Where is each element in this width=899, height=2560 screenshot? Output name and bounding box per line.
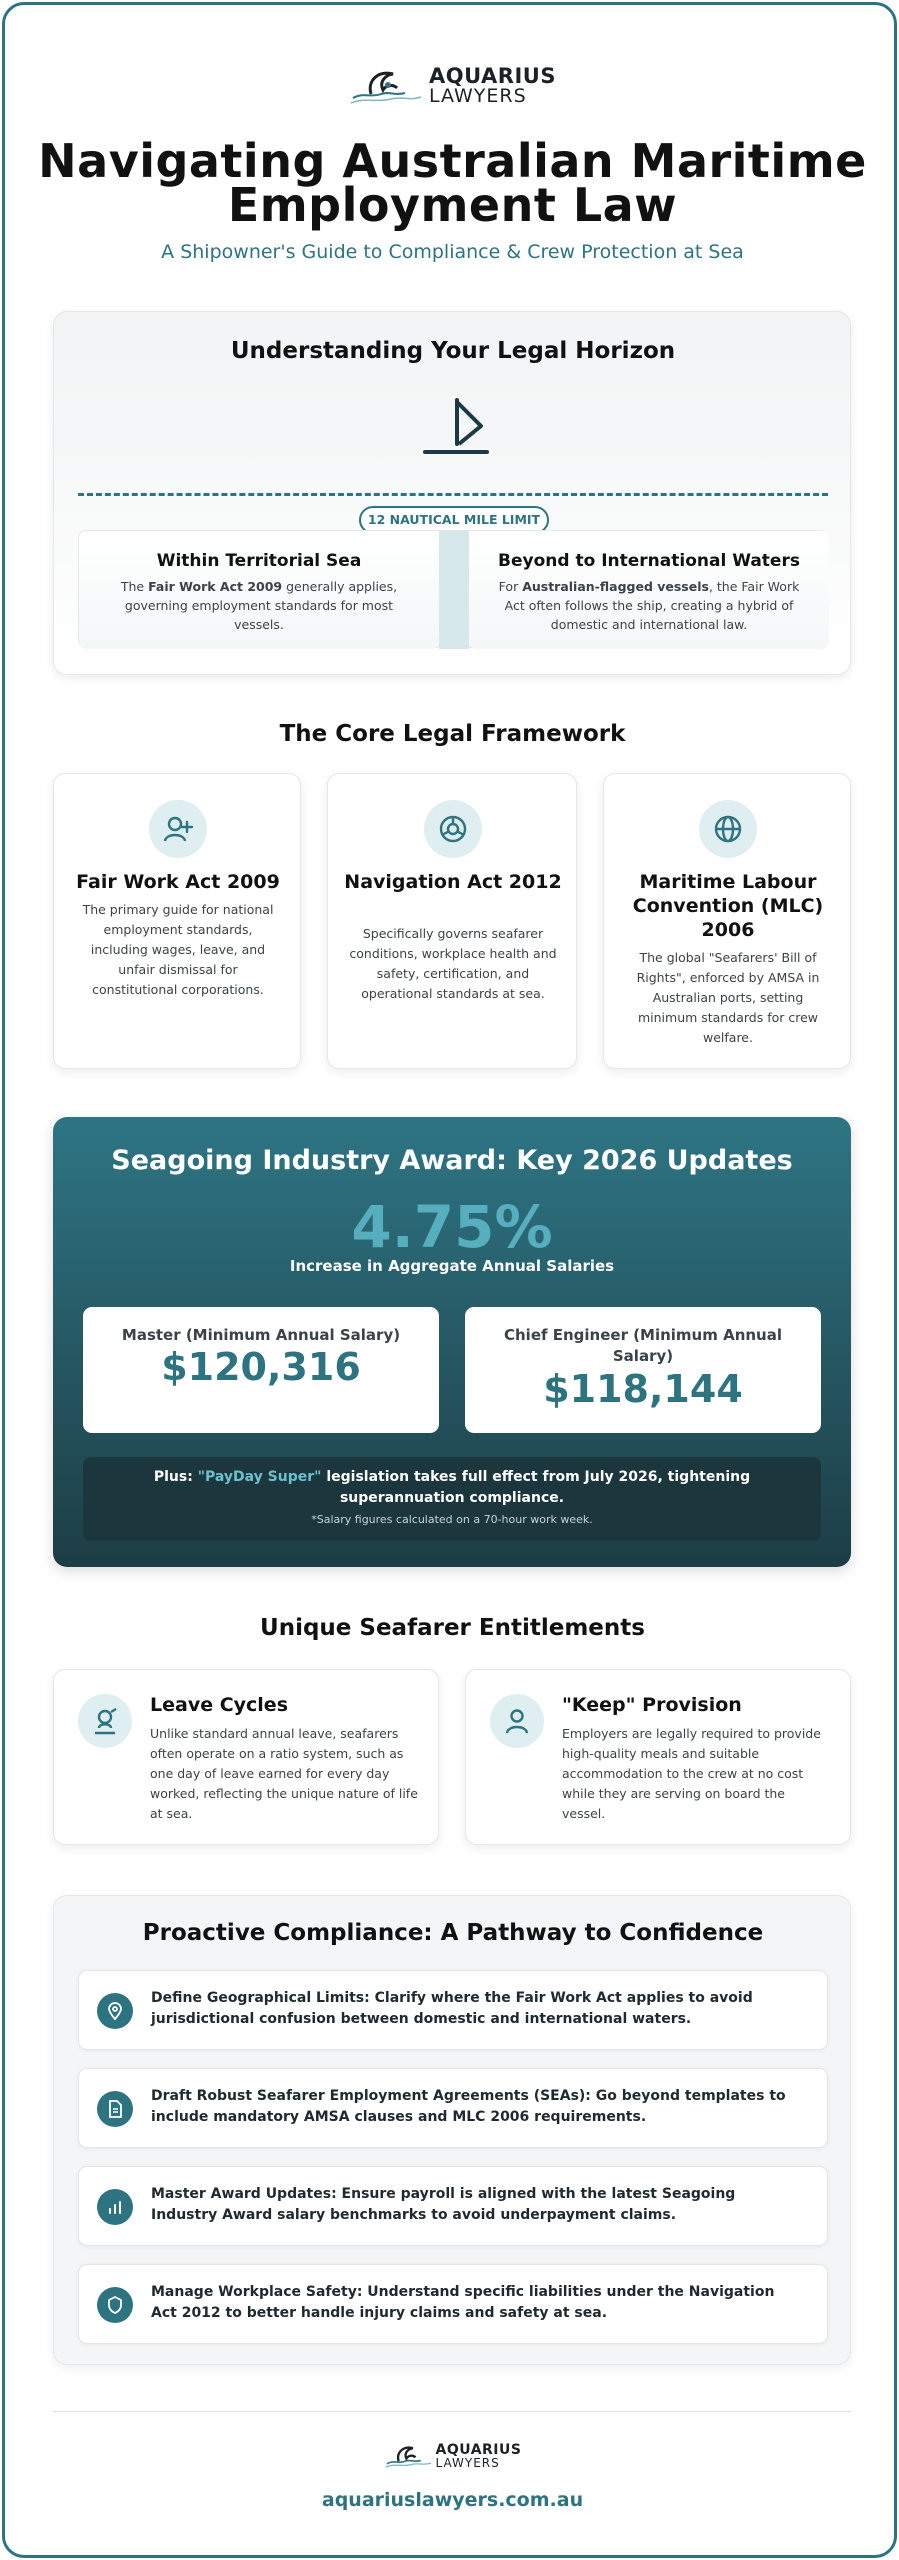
- award-title: Seagoing Industry Award: Key 2026 Updates: [111, 1145, 793, 1176]
- compliance-step: [78, 1970, 828, 2050]
- salary-footnote: *Salary figures calculated on a 70-hour work week.: [311, 1513, 593, 1526]
- compliance-title: Proactive Compliance: A Pathway to Confidence: [142, 1920, 764, 1946]
- header-logo: [5, 63, 897, 109]
- framework-card-title: Maritime Labour Convention (MLC) 2006: [632, 871, 824, 941]
- map-pin-icon: [97, 1993, 133, 2029]
- zone-territorial-text-pre: The: [120, 579, 149, 594]
- page-title-line-1: Navigating Australian Maritime: [38, 134, 867, 188]
- page-title-line-2: Employment Law: [227, 178, 678, 232]
- entitlement-text: Employers are legally required to provide high-quality meals and suitable accommodation to the crew at no cost while they are serving on board the vessel.: [562, 1726, 821, 1821]
- zone-international-text-bold: Australian-flagged vessels: [522, 579, 709, 594]
- chief-engineer-salary-box: [465, 1307, 821, 1433]
- zones-container: [78, 530, 828, 648]
- entitlement-text: Unlike standard annual leave, seafarers often operate on a ratio system, such as one day of leave earned for every day worked, reflecting the unique nature of life at sea.: [150, 1726, 418, 1821]
- nautical-limit-label: 12 NAUTICAL MILE LIMIT: [359, 506, 549, 534]
- zone-territorial-text: [99, 577, 419, 634]
- page-title: [5, 134, 897, 232]
- zone-territorial-text-bold: Fair Work Act 2009: [148, 579, 283, 594]
- footer-website-link[interactable]: aquariuslawyers.com.au: [321, 2489, 584, 2511]
- page-frame: [2, 2, 897, 2558]
- entitlement-card-keep: [465, 1669, 851, 1845]
- framework-title: The Core Legal Framework: [279, 721, 626, 747]
- person-icon: [490, 1694, 544, 1748]
- globe-icon: [699, 800, 757, 858]
- award-panel: [53, 1117, 851, 1567]
- payday-super-text: [103, 1467, 801, 1509]
- framework-card-navigation-act: [327, 773, 577, 1069]
- zone-territorial-text-post: generally applies, governing employment standards for most vessels.: [124, 579, 398, 632]
- wave-logo-icon: [384, 2443, 434, 2469]
- framework-card-text: Specifically governs seafarer conditions, workplace health and safety, certification, and operational standards at sea.: [349, 926, 557, 1001]
- compliance-section: [53, 1895, 851, 2365]
- footer-logo: [5, 2441, 897, 2471]
- zone-divider: [439, 531, 469, 649]
- user-plus-icon: [149, 800, 207, 858]
- compliance-step: [78, 2264, 828, 2344]
- compliance-step-text: Manage Workplace Safety: Understand specific liabilities under the Navigation Act 2012 to better handle injury claims and safety at sea.: [151, 2284, 775, 2321]
- compliance-step-text: Define Geographical Limits: Clarify where the Fair Work Act applies to avoid jurisdictional confusion between domestic and international waters.: [151, 1990, 753, 2027]
- framework-card-fair-work: [53, 773, 301, 1069]
- compliance-step: [78, 2068, 828, 2148]
- document-icon: [97, 2091, 133, 2127]
- anchor-icon: [78, 1694, 132, 1748]
- legal-horizon-card: [53, 311, 851, 675]
- footer-logo-bottom-text: LAWYERS: [435, 2456, 500, 2470]
- entitlement-title: "Keep" Provision: [562, 1694, 742, 1716]
- logo-top-text: AQUARIUS: [429, 64, 556, 88]
- shield-icon: [97, 2287, 133, 2323]
- footer-logo-top-text: AQUARIUS: [435, 2442, 522, 2458]
- framework-card-title: Fair Work Act 2009: [76, 871, 280, 893]
- chief-engineer-salary-value: $118,144: [543, 1367, 743, 1411]
- zone-international-text-pre: For: [498, 579, 523, 594]
- framework-card-text: The primary guide for national employment standards, including wages, leave, and unfair dismissal for constitutional corporations.: [82, 902, 274, 997]
- compliance-step-text: Master Award Updates: Ensure payroll is aligned with the latest Seagoing Industry Award salary benchmarks to avoid underpayment claims.: [151, 2186, 736, 2223]
- salary-increase-percent: 4.75%: [351, 1193, 553, 1261]
- framework-card-title: Navigation Act 2012: [344, 871, 562, 893]
- entitlements-title: Unique Seafarer Entitlements: [260, 1615, 645, 1641]
- salary-increase-label: Increase in Aggregate Annual Salaries: [289, 1257, 615, 1275]
- helm-icon: [424, 800, 482, 858]
- legal-horizon-title: Understanding Your Legal Horizon: [230, 338, 676, 364]
- bar-chart-icon: [97, 2189, 133, 2225]
- chief-engineer-salary-label: Chief Engineer (Minimum Annual Salary): [503, 1326, 782, 1365]
- zone-territorial: [79, 531, 439, 649]
- page-subtitle: A Shipowner's Guide to Compliance & Crew Protection at Sea: [161, 241, 744, 263]
- footer-divider: [53, 2411, 851, 2412]
- payday-super-accent: "PayDay Super": [197, 1469, 322, 1485]
- zone-international: [469, 531, 829, 649]
- framework-card-mlc: [603, 773, 851, 1069]
- master-salary-value: $120,316: [161, 1345, 361, 1389]
- zone-territorial-title: Within Territorial Sea: [156, 551, 362, 571]
- compliance-step: [78, 2166, 828, 2246]
- master-salary-label: Master (Minimum Annual Salary): [121, 1326, 401, 1344]
- compliance-step-text: Draft Robust Seafarer Employment Agreements (SEAs): Go beyond templates to include mandatory AMSA clauses and MLC 2006 requirements.: [151, 2088, 786, 2125]
- logo-bottom-text: LAWYERS: [429, 85, 527, 107]
- entitlement-card-leave: [53, 1669, 439, 1845]
- zone-international-text-post: , the Fair Work Act often follows the ship, creating a hybrid of domestic and international law.: [504, 579, 800, 632]
- entitlement-title: Leave Cycles: [150, 1694, 289, 1716]
- zone-international-text: [489, 577, 809, 634]
- wave-logo-icon: [349, 66, 425, 106]
- nautical-limit-line: [78, 493, 828, 496]
- sailboat-icon: [421, 396, 491, 460]
- master-salary-box: [83, 1307, 439, 1433]
- zone-international-title: Beyond to International Waters: [498, 551, 800, 571]
- framework-card-text: The global "Seafarers' Bill of Rights", enforced by AMSA in Australian ports, setting minimum standards for crew welfare.: [636, 950, 820, 1045]
- payday-super-note: [83, 1457, 821, 1541]
- payday-super-prefix: Plus:: [153, 1469, 198, 1485]
- payday-super-rest: legislation takes full effect from July 2026, tightening superannuation compliance.: [321, 1469, 751, 1506]
